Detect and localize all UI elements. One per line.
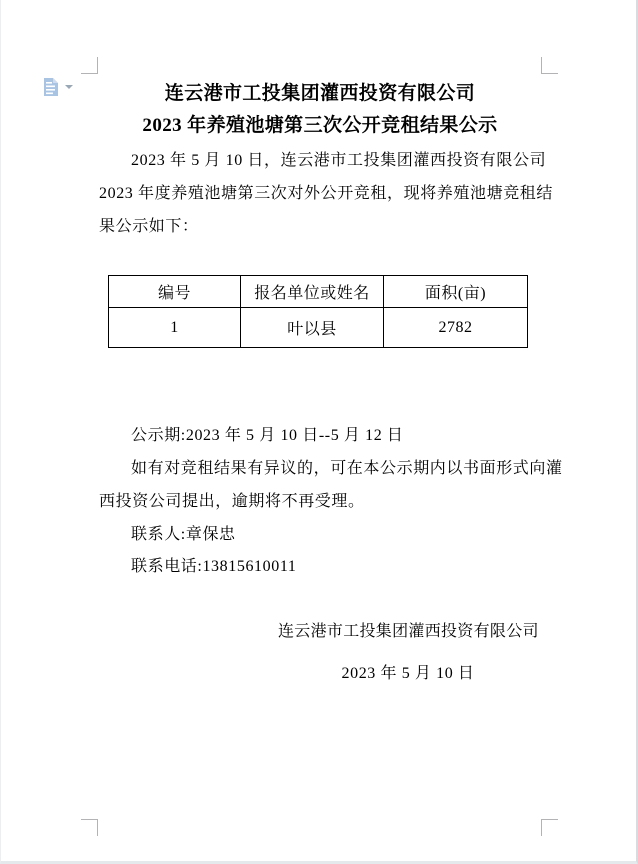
contact-phone-line: 联系电话:13815610011 — [131, 558, 297, 575]
header-cell-number: 编号 — [109, 276, 241, 308]
signature-organization: 连云港市工投集团灌西投资有限公司 — [278, 623, 539, 640]
rental-results-table — [108, 275, 528, 348]
text-boundary-mark-bottom-left — [81, 819, 98, 836]
publicity-period-line: 公示期:2023 年 5 月 10 日--5 月 12 日 — [131, 427, 404, 444]
document-title-line2: 2023 年养殖池塘第三次公开竞租结果公示 — [142, 115, 498, 136]
contact-person-line: 联系人:章保忠 — [131, 526, 236, 543]
paste-options-button[interactable] — [41, 74, 77, 100]
objection-paragraph-line2: 西投资公司提出，逾期将不再受理。 — [99, 493, 365, 510]
signature-block — [278, 618, 538, 683]
text-boundary-mark-bottom-right — [541, 819, 558, 836]
document-title-line1: 连云港市工投集团灌西投资有限公司 — [164, 83, 476, 104]
paste-dropdown-arrow-icon[interactable] — [65, 85, 73, 89]
cell-area: 2782 — [384, 308, 528, 348]
table-header-row — [109, 276, 528, 308]
text-boundary-mark-top-right — [541, 57, 558, 74]
table-row — [109, 308, 528, 348]
objection-paragraph-line1: 如有对竞租结果有异议的，可在本公示期内以书面形式向灌 — [131, 460, 563, 477]
intro-paragraph-line3: 果公示如下： — [99, 218, 199, 235]
paste-clipboard-icon — [41, 77, 60, 98]
cell-number: 1 — [109, 308, 241, 348]
signature-date: 2023 年 5 月 10 日 — [341, 665, 475, 682]
header-cell-area: 面积(亩) — [384, 276, 528, 308]
intro-paragraph-line2: 2023 年度养殖池塘第三次对外公开竞租，现将养殖池塘竞租结 — [99, 185, 554, 202]
header-cell-applicant: 报名单位或姓名 — [241, 276, 384, 308]
text-boundary-mark-top-left — [81, 57, 98, 74]
cell-applicant: 叶以县 — [241, 308, 384, 348]
intro-paragraph-line1: 2023 年 5 月 10 日，连云港市工投集团灌西投资有限公司 — [131, 152, 547, 169]
